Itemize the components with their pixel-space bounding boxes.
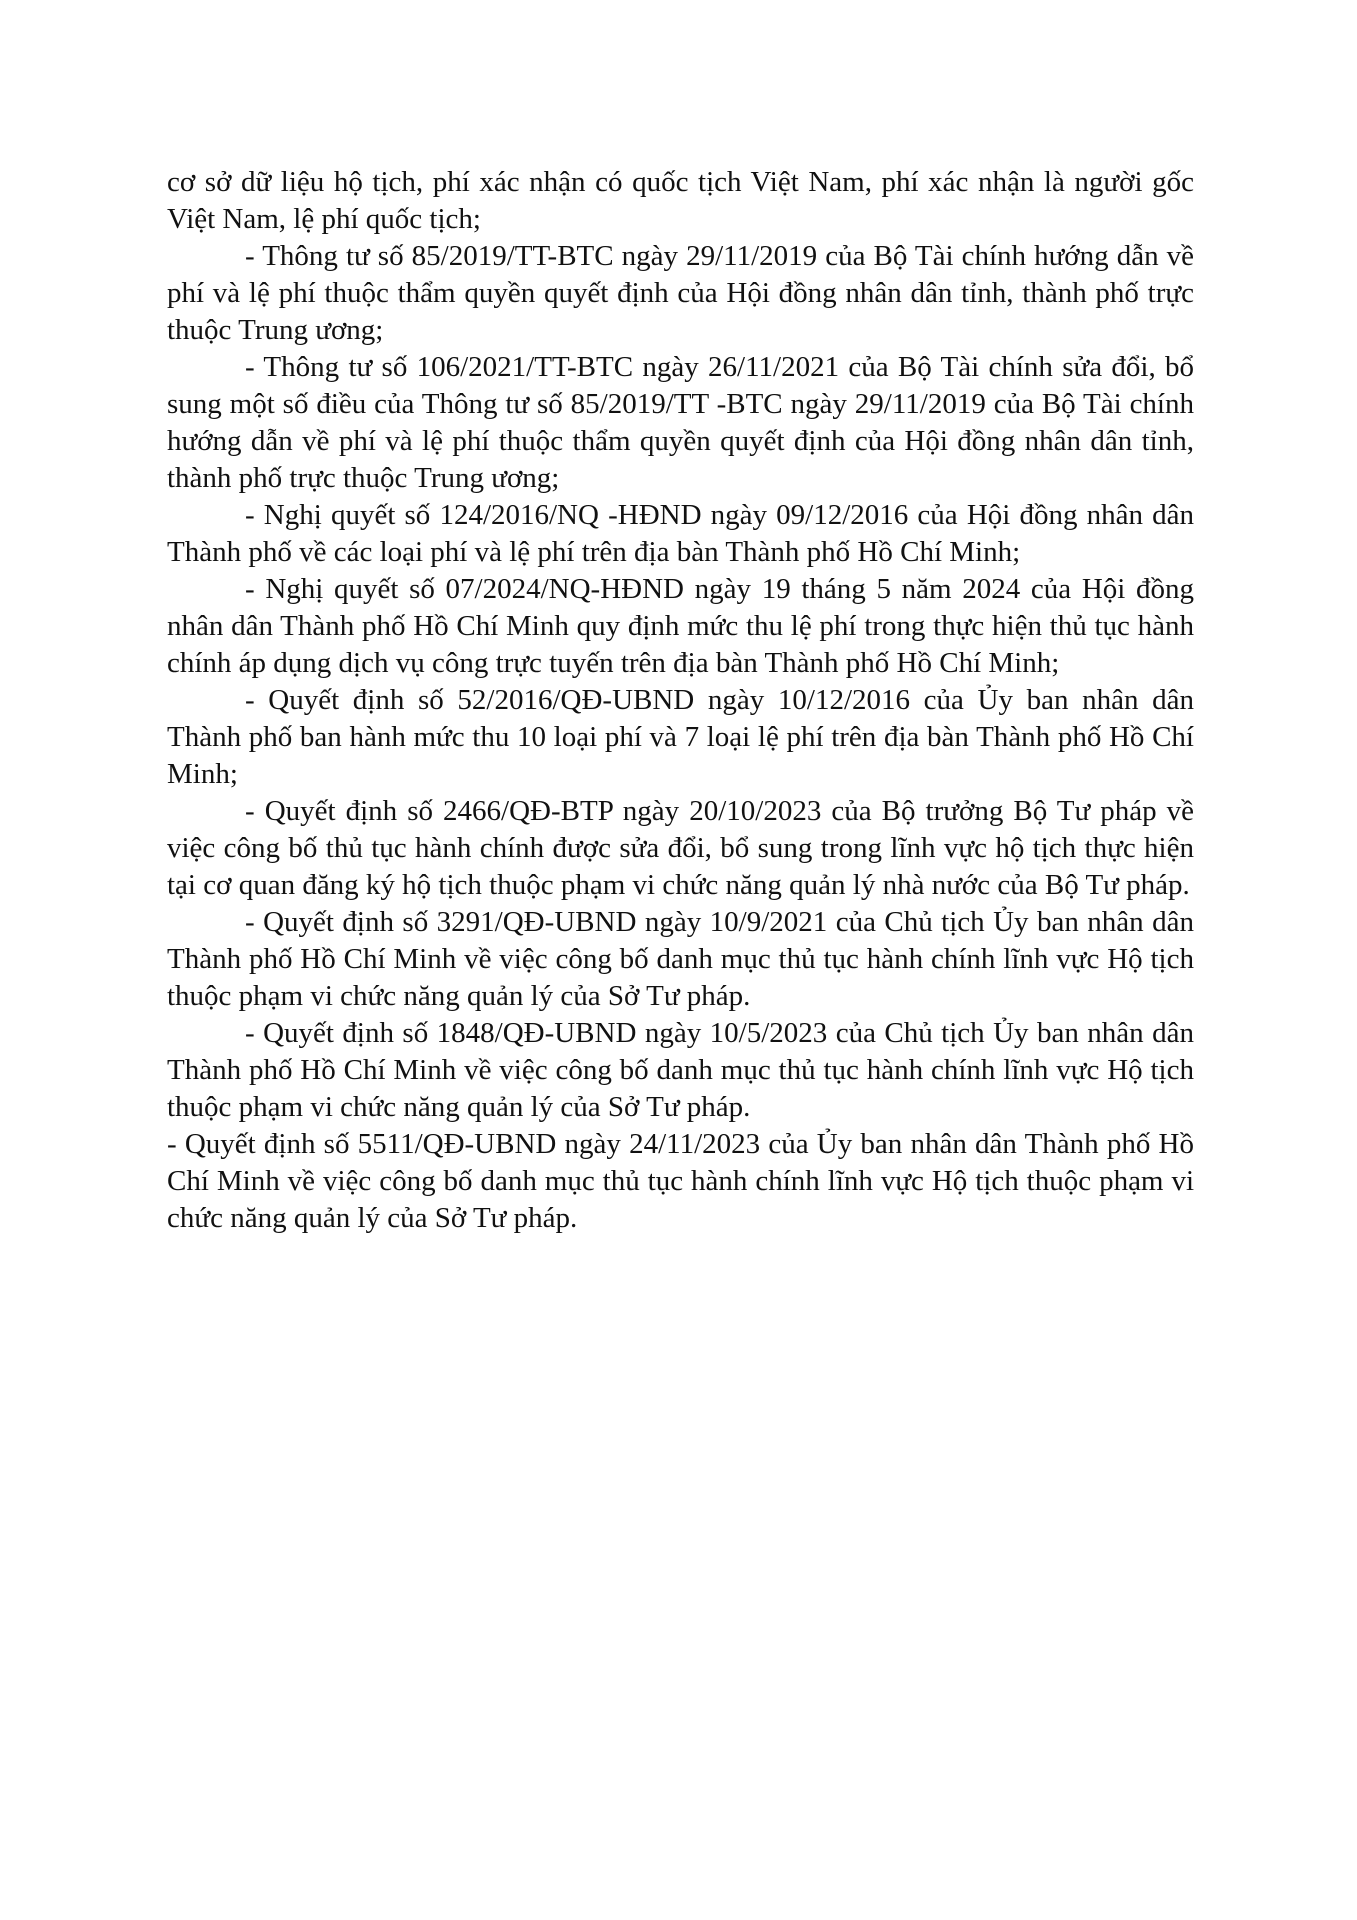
paragraph-decision-5511: - Quyết định số 5511/QĐ-UBND ngày 24/11/2023 của Ủy ban nhân dân Thành phố Hồ Chí Minh về việc công bố danh mục thủ tục hành chính lĩnh vực Hộ tịch thuộc phạm vi chức năng quản lý của Sở Tư pháp. — [167, 1128, 1194, 1234]
paragraph-decision-2466: - Quyết định số 2466/QĐ-BTP ngày 20/10/2023 của Bộ trưởng Bộ Tư pháp về việc công bố thủ tục hành chính được sửa đổi, bổ sung trong lĩnh vực hộ tịch thực hiện tại cơ quan đăng ký hộ tịch thuộc phạm vi chức năng quản lý nhà nước của Bộ Tư pháp. — [167, 795, 1194, 901]
paragraph-circular-85-2019: - Thông tư số 85/2019/TT-BTC ngày 29/11/2019 của Bộ Tài chính hướng dẫn về phí và lệ phí thuộc thẩm quyền quyết định của Hội đồng nhân dân tỉnh, thành phố trực thuộc Trung ương; — [167, 240, 1194, 346]
paragraph-resolution-07-2024: - Nghị quyết số 07/2024/NQ-HĐND ngày 19 tháng 5 năm 2024 của Hội đồng nhân dân Thành phố Hồ Chí Minh quy định mức thu lệ phí trong thực hiện thủ tục hành chính áp dụng dịch vụ công trực tuyến trên địa bàn Thành phố Hồ Chí Minh; — [167, 573, 1194, 679]
paragraph-decision-52-2016: - Quyết định số 52/2016/QĐ-UBND ngày 10/12/2016 của Ủy ban nhân dân Thành phố ban hành mức thu 10 loại phí và 7 loại lệ phí trên địa bàn Thành phố Hồ Chí Minh; — [167, 684, 1194, 790]
document-body — [167, 164, 1194, 1237]
paragraph-decision-1848: - Quyết định số 1848/QĐ-UBND ngày 10/5/2023 của Chủ tịch Ủy ban nhân dân Thành phố Hồ Chí Minh về việc công bố danh mục thủ tục hành chính lĩnh vực Hộ tịch thuộc phạm vi chức năng quản lý của Sở Tư pháp. — [167, 1017, 1194, 1123]
paragraph-resolution-124-2016: - Nghị quyết số 124/2016/NQ -HĐND ngày 09/12/2016 của Hội đồng nhân dân Thành phố về các loại phí và lệ phí trên địa bàn Thành phố Hồ Chí Minh; — [167, 499, 1194, 568]
paragraph-circular-106-2021: - Thông tư số 106/2021/TT-BTC ngày 26/11/2021 của Bộ Tài chính sửa đổi, bổ sung một số điều của Thông tư số 85/2019/TT -BTC ngày 29/11/2019 của Bộ Tài chính hướng dẫn về phí và lệ phí thuộc thẩm quyền quyết định của Hội đồng nhân dân tỉnh, thành phố trực thuộc Trung ương; — [167, 351, 1194, 494]
paragraph-decision-3291: - Quyết định số 3291/QĐ-UBND ngày 10/9/2021 của Chủ tịch Ủy ban nhân dân Thành phố Hồ Chí Minh về việc công bố danh mục thủ tục hành chính lĩnh vực Hộ tịch thuộc phạm vi chức năng quản lý của Sở Tư pháp. — [167, 906, 1194, 1012]
paragraph-fees-continuation: cơ sở dữ liệu hộ tịch, phí xác nhận có quốc tịch Việt Nam, phí xác nhận là người gốc Việt Nam, lệ phí quốc tịch; — [167, 166, 1194, 235]
